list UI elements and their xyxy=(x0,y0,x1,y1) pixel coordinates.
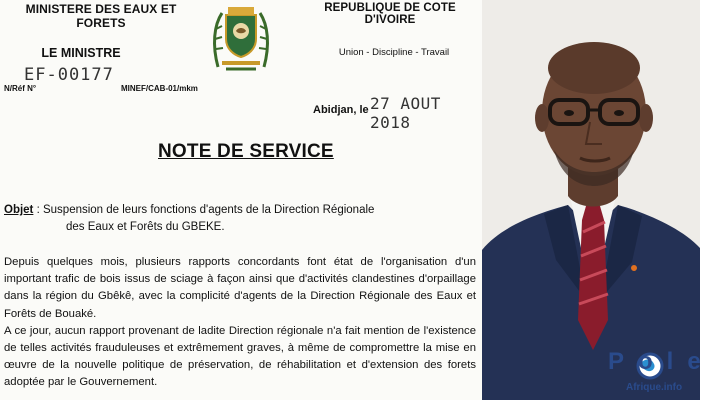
site-logo xyxy=(608,348,715,400)
document-title: NOTE DE SERVICE xyxy=(158,141,334,162)
subject-line-1: : Suspension de leurs fonctions d'agents de la Direction Régionale xyxy=(33,204,375,216)
subject-block xyxy=(4,202,474,236)
body-paragraph-1: Depuis quelques mois, plusieurs rapports concordants font état de l'organisation d'un important trafic de bois issus de sciage à façon ainsi que d'activités clandestines d'orpaillage dans la région du Gbêkê, avec la complicité d'agents de la Direction Régionale des Eaux et Forêts de Bouaké. xyxy=(4,256,476,320)
portrait-photo xyxy=(482,0,700,400)
reference-number-stamp: EF-00177 xyxy=(24,65,114,85)
coat-of-arms-icon xyxy=(208,5,274,75)
body-paragraph-2: A ce jour, aucun rapport provenant de ladite Direction régionale n'a fait mention de l'existence de telles activités frauduleuses et extrêmement graves, à même de compromettre la mise en œuvre de la nouvelle politique de préservation, de réhabilitation et d'extension des forets adoptée par le Gouvernement. xyxy=(4,324,476,389)
reference-label: N/Réf N° xyxy=(4,84,37,93)
subject-label: Objet xyxy=(4,204,34,216)
header-right xyxy=(300,2,480,58)
header-left xyxy=(6,2,196,60)
ministry-name: MINISTERE DES EAUX ET FORETS xyxy=(25,2,177,30)
subject-line-2: des Eaux et Forêts du GBEKE. xyxy=(66,221,225,233)
minister-title: LE MINISTRE xyxy=(41,46,121,60)
portrait-illustration xyxy=(482,0,700,400)
document-body xyxy=(4,254,476,392)
place-label: Abidjan, le xyxy=(313,104,369,116)
logo-subtitle: Afrique.info xyxy=(626,382,683,393)
reference-suffix: MINEF/CAB-01/mkm xyxy=(121,84,198,93)
date-stamp: 27 AOUT 2018 xyxy=(370,94,441,132)
logo-brand: Pole xyxy=(608,348,715,375)
republic-name: REPUBLIQUE DE COTE D'IVOIRE xyxy=(324,2,456,26)
national-motto: Union - Discipline - Travail xyxy=(338,47,450,58)
